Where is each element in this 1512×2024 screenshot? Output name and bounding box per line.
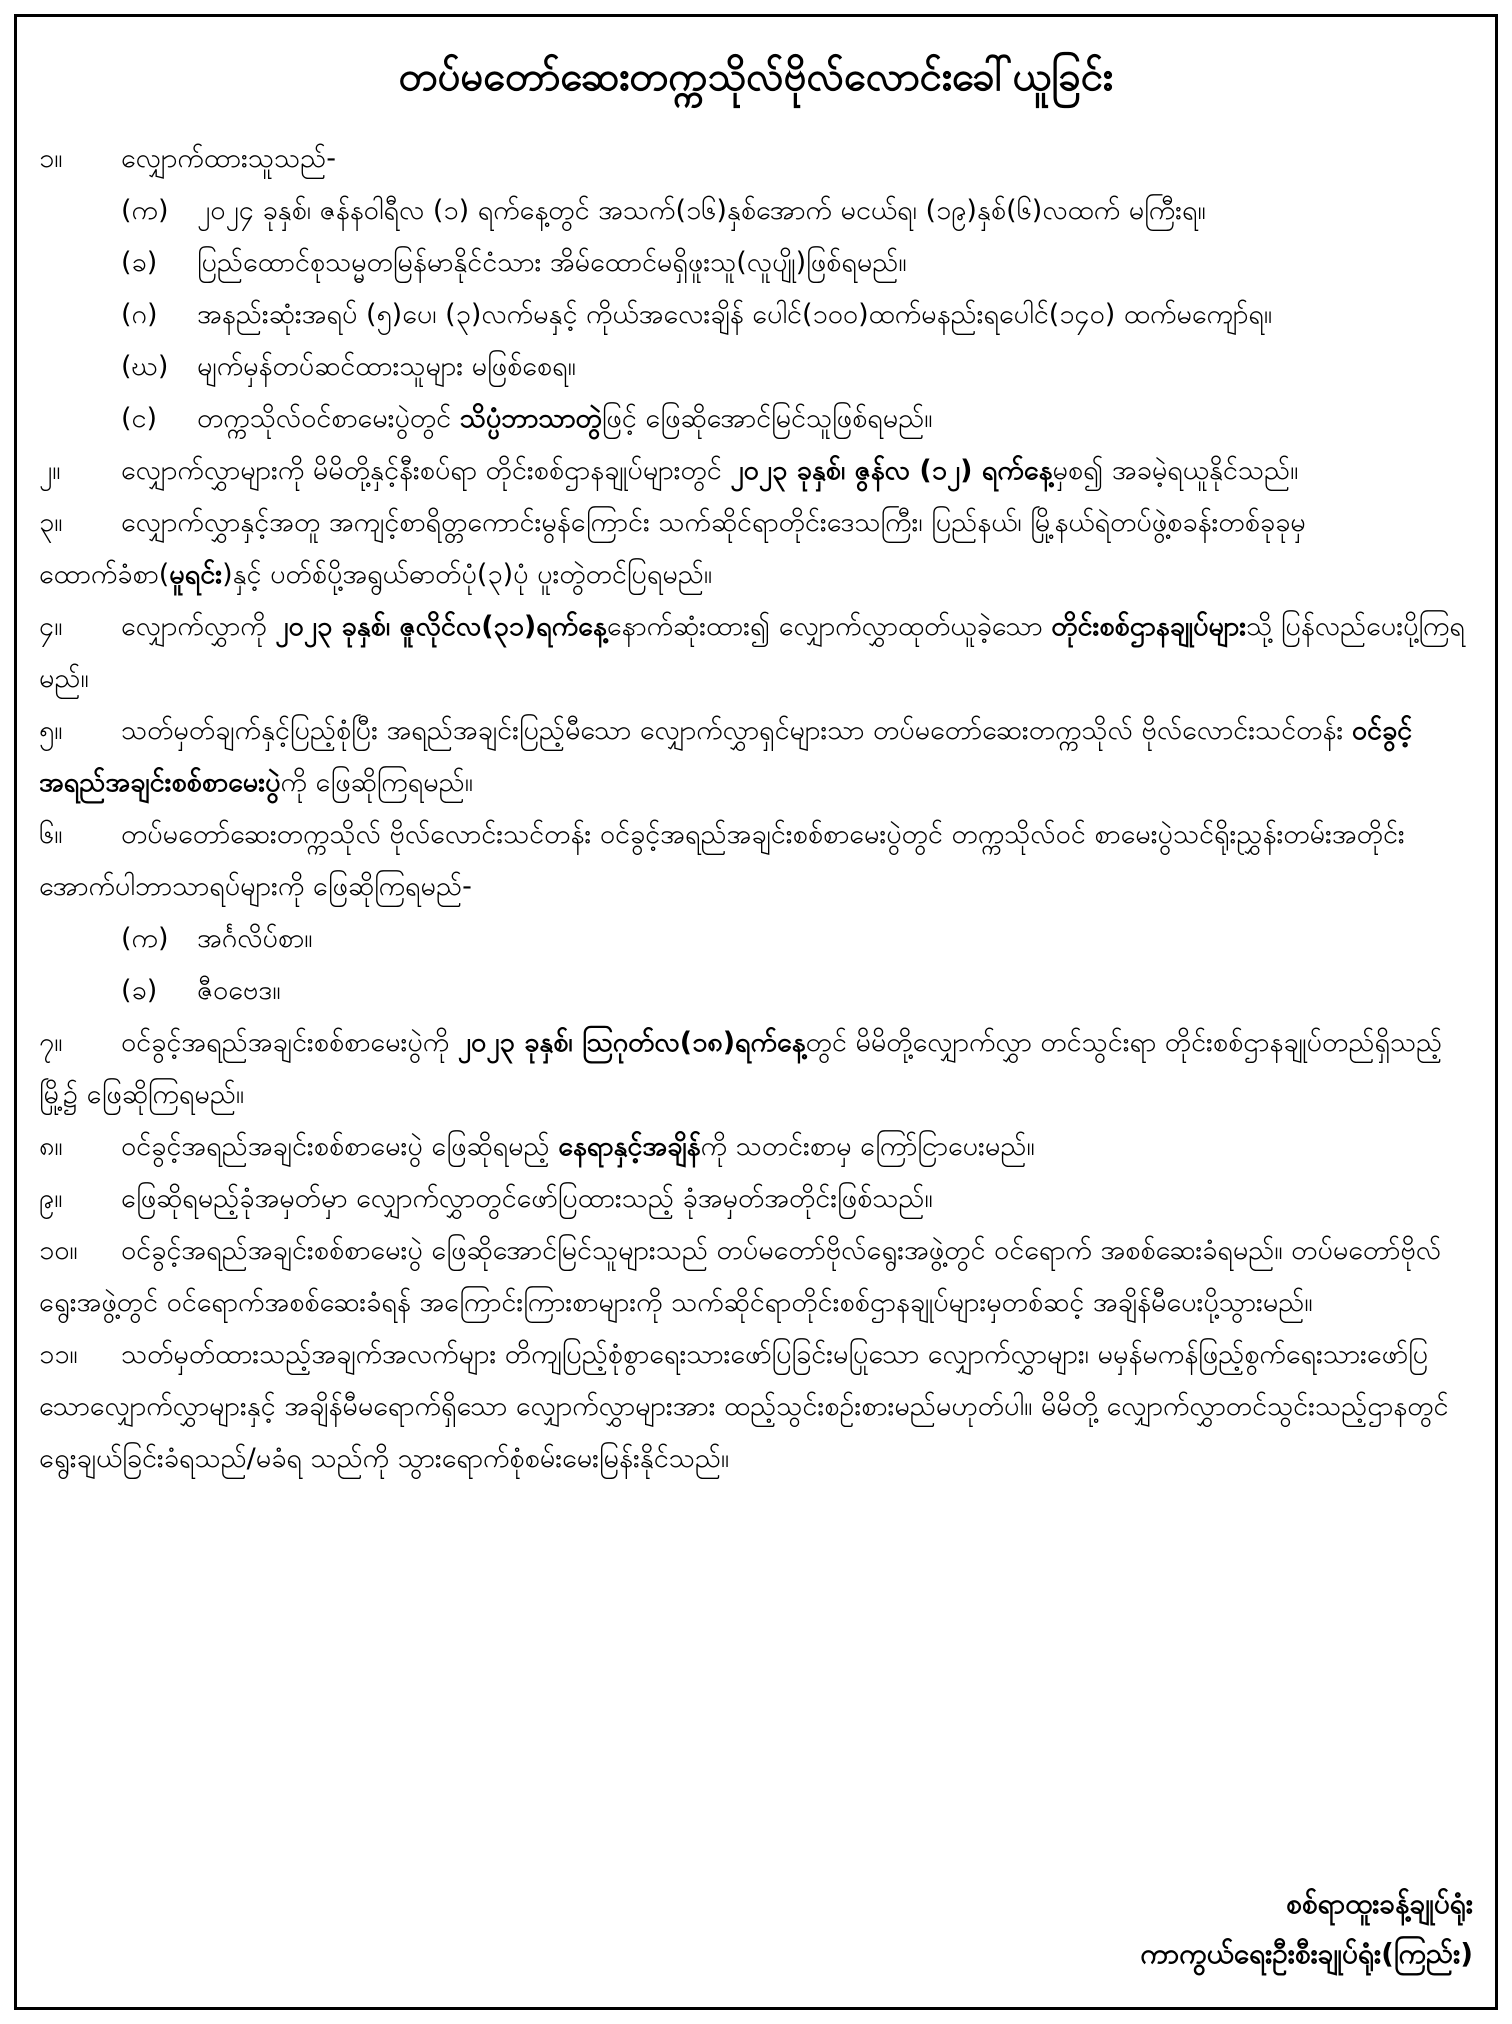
- item-text: လျှောက်လွှာကို: [121, 611, 276, 642]
- item-number: ၉။: [39, 1183, 63, 1214]
- item-text: ဖြေဆိုရမည့်ခုံအမှတ်မှာ လျှောက်လွှာတွင်ဖော်ပြထားသည့် ခုံအမှတ်အတိုင်းဖြစ်သည်။: [121, 1183, 933, 1214]
- sub-text: တက္ကသိုလ်ဝင်စာမေးပွဲတွင်: [197, 403, 460, 434]
- item-text: တွင် မိမိတို့လျှောက်လွှာ တင်သွင်းရာ တိုင်းစစ်ဌာနချုပ်တည်ရှိသည့်မြို့၌ ဖြေဆိုကြရမည်။: [39, 1027, 1443, 1110]
- item-text: ဝင်ခွင့်အရည်အချင်းစစ်စာမေးပွဲကို: [121, 1027, 458, 1058]
- item-text: သတ်မှတ်ထားသည့်အချက်အလက်များ တိကျပြည့်စုံစွာရေးသားဖော်ပြခြင်းမပြုသော လျှောက်လွှာများ၊ မမှန်မကန်ဖြည့်စွက်ရေးသားဖော်ပြသောလျှောက်လွှာများနှင့် အချိန်မီမရောက်ရှိသော လျှောက်လွှာများအား ထည့်သွင်းစဉ်းစားမည်မဟုတ်ပါ။ မိမိတို့ လျှောက်လွှာတင်သွင်းသည့်ဌာနတွင် ရွေးချယ်ခြင်းခံရသည်/မခံရ သည်ကို သွားရောက်စုံစမ်းမေးမြန်းနိုင်သည်။: [39, 1339, 1449, 1474]
- item-text-bold: တိုင်းစစ်ဌာနချုပ်များ: [1051, 611, 1247, 642]
- item-text-bold: ဝင်ခွင့်အရည်အချင်းစစ်စာမေးပွဲ: [39, 715, 1413, 798]
- item-1d: [121, 341, 1473, 393]
- item-2: [39, 445, 1473, 497]
- item-number: ၄။: [39, 611, 63, 642]
- item-text-bold: ၂၀၂၃ ခုနှစ်၊ ဇူလိုင်လ(၃၁)ရက်နေ့: [275, 611, 607, 642]
- item-number: ၂။: [39, 455, 61, 486]
- item-5: [39, 705, 1473, 809]
- item-text: )နှင့် ပတ်စ်ပို့အရွယ်ဓာတ်ပုံ(၃)ပုံ ပူးတွဲတင်ပြရမည်။: [222, 559, 713, 590]
- item-1b: [121, 237, 1473, 289]
- sub-text-bold: သိပ္ပံဘာသာတွဲ: [459, 403, 602, 434]
- item-text-bold: ၂၀၂၃ ခုနှစ်၊ ဇွန်လ (၁၂) ရက်နေ့: [730, 455, 1053, 486]
- item-text: တပ်မတော်ဆေးတက္ကသိုလ် ဗိုလ်လောင်းသင်တန်း ဝင်ခွင့်အရည်အချင်းစစ်စာမေးပွဲတွင် တက္ကသိုလ်ဝင် စာမေးပွဲသင်ရိုးညွှန်းတမ်းအတိုင်း အောက်ပါဘာသာရပ်များကို ဖြေဆိုကြရမည်-: [39, 819, 1405, 902]
- signature-department: ကာကွယ်ရေးဦးစီးချုပ်ရုံး(ကြည်း): [1140, 1937, 1473, 1970]
- item-6: [39, 809, 1473, 913]
- item-11: [39, 1329, 1473, 1485]
- signature-office: စစ်ရာထူးခန့်ချုပ်ရုံး: [1286, 1887, 1473, 1920]
- signature-block: [1140, 1879, 1473, 1979]
- notice-frame: [14, 14, 1498, 2010]
- item-text: သတ်မှတ်ချက်နှင့်ပြည့်စုံပြီး အရည်အချင်းပြည့်မီသော လျှောက်လွှာရှင်များသာ တပ်မတော်ဆေးတက္ကသိုလ် ဗိုလ်လောင်းသင်တန်း: [121, 715, 1352, 746]
- sub-label: (ခ): [121, 247, 158, 278]
- notice-content: [39, 17, 1473, 1485]
- item-text: ကို ဖြေဆိုကြရမည်။: [280, 767, 473, 798]
- sub-label: (င): [121, 403, 158, 434]
- item-number: ၈။: [39, 1131, 63, 1162]
- item-number: ၆။: [39, 819, 63, 850]
- item-1a: [121, 185, 1473, 237]
- item-text-bold: နေရာနှင့်အချိန်: [558, 1131, 701, 1162]
- item-8: [39, 1121, 1473, 1173]
- sub-text: ပြည်ထောင်စုသမ္မတမြန်မာနိုင်ငံသား အိမ်ထောင်မရှိဖူးသူ(လူပျို)ဖြစ်ရမည်။: [197, 247, 907, 278]
- item-text-bold: မူရင်း: [169, 559, 223, 590]
- item-text: ဝင်ခွင့်အရည်အချင်းစစ်စာမေးပွဲ ဖြေဆိုအောင်မြင်သူများသည် တပ်မတော်ဗိုလ်ရွေးအဖွဲ့တွင် ဝင်ရောက် အစစ်ဆေးခံရမည်။ တပ်မတော်ဗိုလ်ရွေးအဖွဲ့တွင် ဝင်ရောက်အစစ်ဆေးခံရန် အကြောင်းကြားစာများကို သက်ဆိုင်ရာတိုင်းစစ်ဌာနချုပ်များမှတစ်ဆင့် အချိန်မီပေးပို့သွားမည်။: [39, 1235, 1442, 1318]
- item-number: ၅။: [39, 715, 63, 746]
- sub-label: (ခ): [121, 975, 158, 1006]
- sub-text: ဖြင့် ဖြေဆိုအောင်မြင်သူဖြစ်ရမည်။: [601, 403, 933, 434]
- item-number: ၃။: [39, 507, 63, 538]
- sub-label: (ဃ): [121, 351, 169, 382]
- item-text: ဝင်ခွင့်အရည်အချင်းစစ်စာမေးပွဲ ဖြေဆိုရမည့်: [121, 1131, 559, 1162]
- sub-text: ၂၀၂၄ ခုနှစ်၊ ဇန်နဝါရီလ (၁) ရက်နေ့တွင် အသက်(၁၆)နှစ်အောက် မငယ်ရ၊ (၁၉)နှစ်(၆)လထက် မကြီးရ။: [197, 195, 1206, 226]
- item-4: [39, 601, 1473, 705]
- item-text: လျှောက်ထားသူသည်-: [121, 143, 336, 174]
- item-9: [39, 1173, 1473, 1225]
- item-text: သို့ ပြန်လည်ပေးပို့ကြရမည်။: [39, 611, 1465, 694]
- item-text: လျှောက်လွှာများကို မိမိတို့နှင့်နီးစပ်ရာ တိုင်းစစ်ဌာနချုပ်များတွင်: [121, 455, 731, 486]
- item-text: လျှောက်လွှာနှင့်အတူ အကျင့်စာရိတ္တကောင်းမွန်ကြောင်း သက်ဆိုင်ရာတိုင်းဒေသကြီး၊ ပြည်နယ်၊ မြို့နယ်ရဲတပ်ဖွဲ့စခန်းတစ်ခုခုမှ ထောက်ခံစာ(: [39, 507, 1306, 590]
- sub-text: အနည်းဆုံးအရပ် (၅)ပေ၊ (၃)လက်မနှင့် ကိုယ်အလေးချိန် ပေါင်(၁၀၀)ထက်မနည်းရပေါင်(၁၄၀) ထက်မကျော်ရ။: [197, 299, 1273, 330]
- item-1e: [121, 393, 1473, 445]
- item-7: [39, 1017, 1473, 1121]
- item-text-bold: ၂၀၂၃ ခုနှစ်၊ ဩဂုတ်လ(၁၈)ရက်နေ့: [457, 1027, 806, 1058]
- item-text: နောက်ဆုံးထား၍ လျှောက်လွှာထုတ်ယူခဲ့သော: [606, 611, 1052, 642]
- sub-text: မျက်မှန်တပ်ဆင်ထားသူများ မဖြစ်စေရ။: [197, 351, 576, 382]
- item-1: [39, 133, 1473, 185]
- item-number: ၇။: [39, 1027, 63, 1058]
- sub-text: အင်္ဂလိပ်စာ။: [197, 923, 313, 954]
- notice-title: တပ်မတော်ဆေးတက္ကသိုလ်ဗိုလ်လောင်းခေါ်ယူခြင်း: [398, 54, 1114, 100]
- item-6b: [121, 965, 1473, 1017]
- item-3: [39, 497, 1473, 601]
- sub-label: (က): [121, 923, 169, 954]
- item-number: ၁၀။: [39, 1235, 78, 1266]
- sub-label: (က): [121, 195, 169, 226]
- item-text: ကို သတင်းစာမှ ကြော်ငြာပေးမည်။: [700, 1131, 1035, 1162]
- item-1c: [121, 289, 1473, 341]
- sub-label: (ဂ): [121, 299, 158, 330]
- sub-text: ဇီဝဗေဒ။: [197, 975, 281, 1006]
- item-6a: [121, 913, 1473, 965]
- item-number: ၁။: [39, 143, 63, 174]
- item-text: မှစ၍ အခမဲ့ရယူနိုင်သည်။: [1052, 455, 1299, 486]
- item-number: ၁၁။: [39, 1339, 78, 1370]
- item-10: [39, 1225, 1473, 1329]
